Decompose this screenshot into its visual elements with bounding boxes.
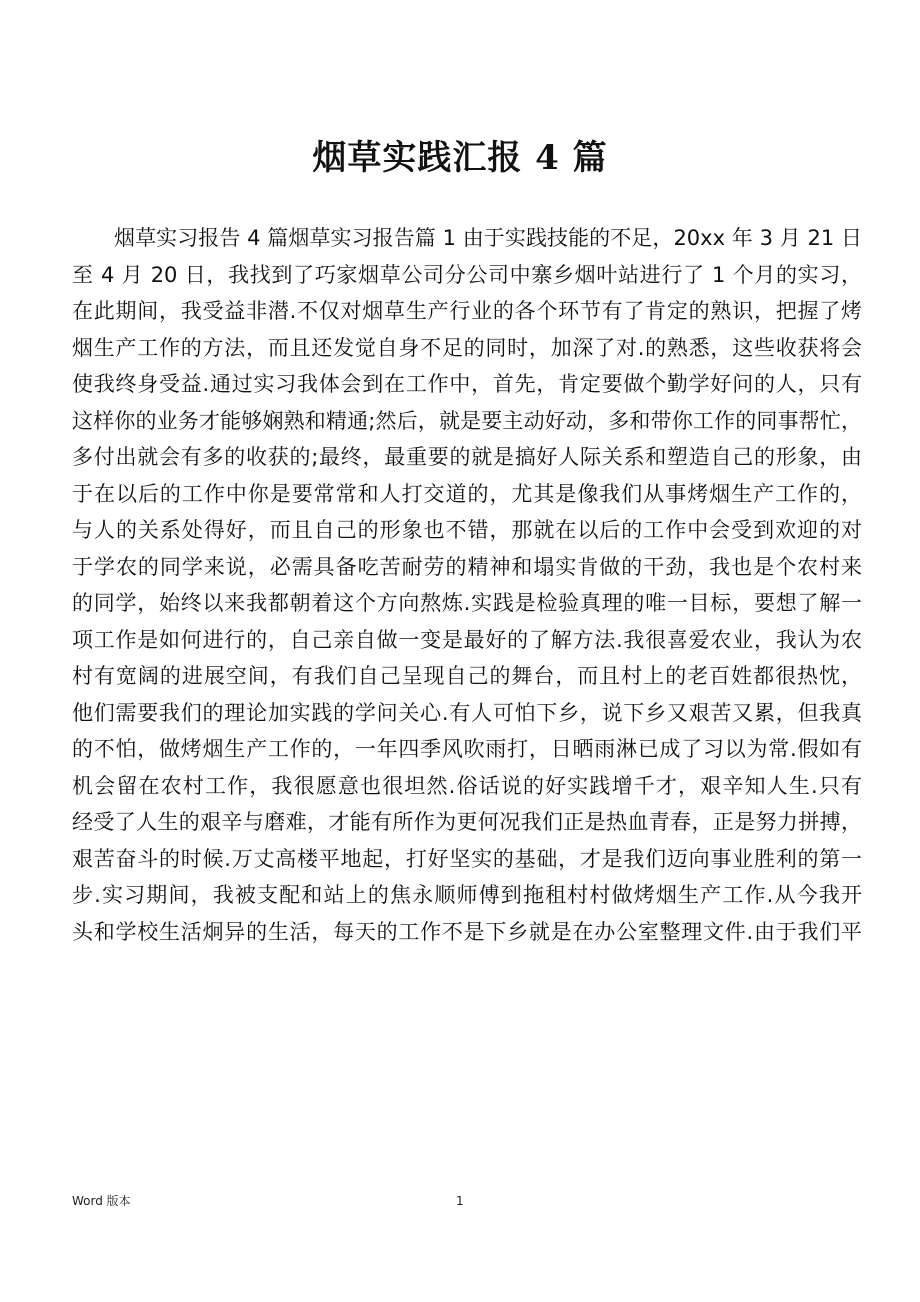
body-line: 与人的关系处得好，而且自己的形象也不错，那就在以后的工作中会受到欢迎的对 [72,518,862,542]
body-line: 的不怕，做烤烟生产工作的，一年四季风吹雨打，日晒雨淋已成了习以为常.假如有 [72,737,862,761]
body-line: 烟草实习报告 4 篇烟草实习报告篇 1 由于实践技能的不足，20xx 年 3 月 21 日 [114,226,862,250]
body-line: 使我终身受益.通过实习我体会到在工作中，首先，肯定要做个勤学好问的人，只有 [72,372,862,396]
document-title: 烟草实践汇报 4 篇 [312,138,608,178]
body-line: 在此期间，我受益非潜.不仅对烟草生产行业的各个环节有了肯定的熟识，把握了烤 [72,299,862,323]
body-line: 于在以后的工作中你是要常常和人打交道的，尤其是像我们从事烤烟生产工作的， [72,481,862,506]
body-line: 项工作是如何进行的，自己亲自做一变是最好的了解方法.我很喜爱农业，我认为农 [72,627,862,652]
body-line: 村有宽阔的进展空间，有我们自己呈现自己的舞台，而且村上的老百姓都很热忱， [72,664,862,688]
footer-version-label: Word 版本 [72,1194,131,1208]
body-line: 烟生产工作的方法，而且还发觉自身不足的同时，加深了对.的熟悉，这些收获将会 [72,335,862,360]
body-paragraph [72,220,862,950]
body-line: 机会留在农村工作，我很愿意也很坦然.俗话说的好实践增千才，艰辛知人生.只有 [72,773,862,798]
body-line: 他们需要我们的理论加实践的学问关心.有人可怕下乡，说下乡又艰苦又累，但我真 [72,700,862,725]
body-line: 至 4 月 20 日，我找到了巧家烟草公司分公司中寨乡烟叶站进行了 1 个月的实习， [72,262,862,287]
body-line: 经受了人生的艰辛与磨难，才能有所作为更何况我们正是热血青春，正是努力拼搏， [72,810,862,834]
footer-page-number: 1 [456,1194,464,1208]
body-line: 这样你的业务才能够娴熟和精通;然后，就是要主动好动，多和带你工作的同事帮忙， [72,408,862,433]
body-line: 的同学，始终以来我都朝着这个方向熬炼.实践是检验真理的唯一目标，要想了解一 [72,591,862,615]
body-line: 头和学校生活炯异的生活，每天的工作不是下乡就是在办公室整理文件.由于我们平 [72,919,862,944]
body-line: 多付出就会有多的收获的;最终，最重要的就是搞好人际关系和塑造自己的形象，由 [72,445,862,469]
body-line: 艰苦奋斗的时候.万丈高楼平地起，打好坚实的基础，才是我们迈向事业胜利的第一 [72,846,862,871]
body-line: 于学农的同学来说，必需具备吃苦耐劳的精神和塌实肯做的干劲，我也是个农村来 [72,554,862,579]
body-line: 步.实习期间，我被支配和站上的焦永顺师傅到拖租村村做烤烟生产工作.从今我开 [72,883,862,907]
